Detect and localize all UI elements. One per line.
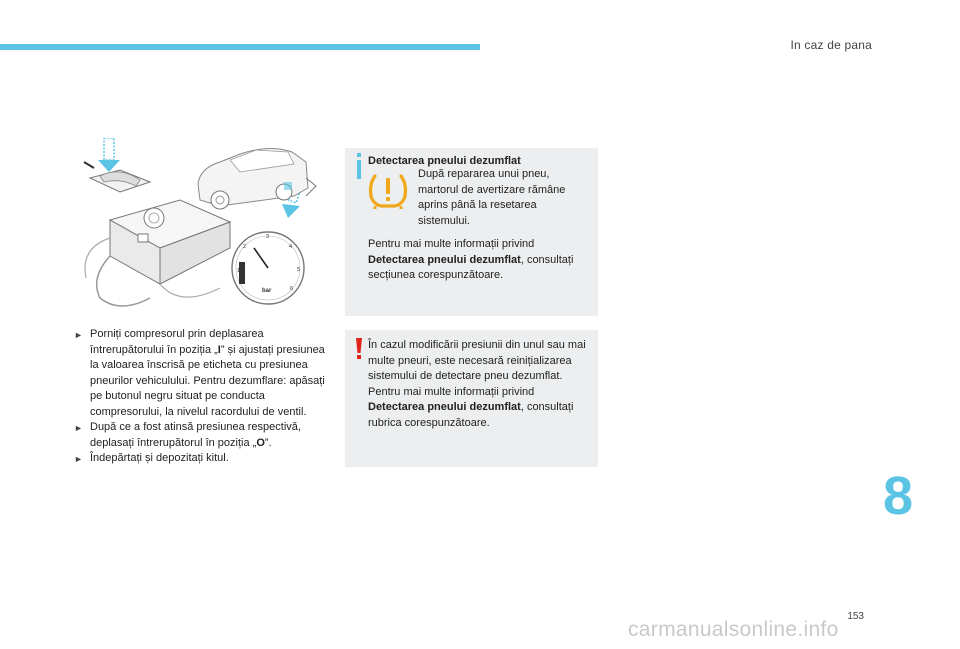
info-note-box bbox=[345, 148, 598, 316]
chapter-number: 8 bbox=[883, 466, 914, 526]
list-item: ► Porniți compresorul prin deplasarea întrerupătorului în poziția „I” și ajustați presiunea la valoarea înscrisă pe eticheta cu presiunea pneurilor vehiculului. Pentru dezumflare: apăsați pe butonul negru situat pe conducta compresorului, la nivelul racordului de ventil. bbox=[74, 327, 336, 420]
info-reference-text: Pentru mai multe informații privind Detectarea pneului dezumflat, consultați secțiunea corespunzătoare. bbox=[368, 238, 574, 281]
arrow-bullet-icon: ► bbox=[74, 454, 83, 464]
gauge-tick-label: 5 bbox=[297, 267, 301, 273]
gauge-unit-label: bar bbox=[262, 288, 272, 294]
gauge-tick-label: 2 bbox=[243, 244, 247, 250]
header-accent-bar bbox=[0, 44, 480, 50]
down-arrow-icon bbox=[98, 138, 120, 172]
info-icon bbox=[354, 153, 364, 179]
car-icon bbox=[198, 148, 316, 209]
tire-pressure-warning-icon bbox=[367, 170, 409, 210]
gauge-tick-label: 1 bbox=[237, 268, 241, 274]
warning-note-box bbox=[345, 330, 598, 467]
compressor-kit-illustration bbox=[80, 138, 338, 314]
info-text: După repararea unui pneu, martorul de avertizare rămâne aprins până la resetarea sistemului. bbox=[418, 168, 566, 227]
watermark: carmanualsonline.info bbox=[628, 618, 839, 641]
pressure-gauge bbox=[232, 232, 304, 304]
gauge-tick-label: 6 bbox=[290, 286, 294, 292]
page-number: 153 bbox=[847, 611, 864, 622]
info-title: Detectarea pneului dezumflat bbox=[368, 155, 521, 167]
arrow-bullet-icon: ► bbox=[74, 330, 83, 340]
warning-text: În cazul modificării presiunii din unul sau mai multe pneuri, este necesară reinițializarea sistemului de detectare pneu dezumflat. Pentru mai multe informații privind Detectarea pneului dezumflat, consultați rubrica corespunzătoare. bbox=[368, 339, 586, 429]
gauge-tick-label: 3 bbox=[266, 234, 270, 240]
instruction-steps bbox=[74, 327, 336, 468]
list-item: ► Îndepărtați și depozitați kitul. bbox=[74, 451, 336, 468]
section-title: In caz de pana bbox=[790, 38, 872, 52]
arrow-bullet-icon: ► bbox=[74, 423, 83, 433]
gauge-tick-label: 4 bbox=[289, 244, 293, 250]
exclamation-icon bbox=[355, 338, 363, 360]
list-item: ► După ce a fost atinsă presiunea respectivă, deplasați întrerupătorul în poziția „O”. bbox=[74, 420, 336, 451]
